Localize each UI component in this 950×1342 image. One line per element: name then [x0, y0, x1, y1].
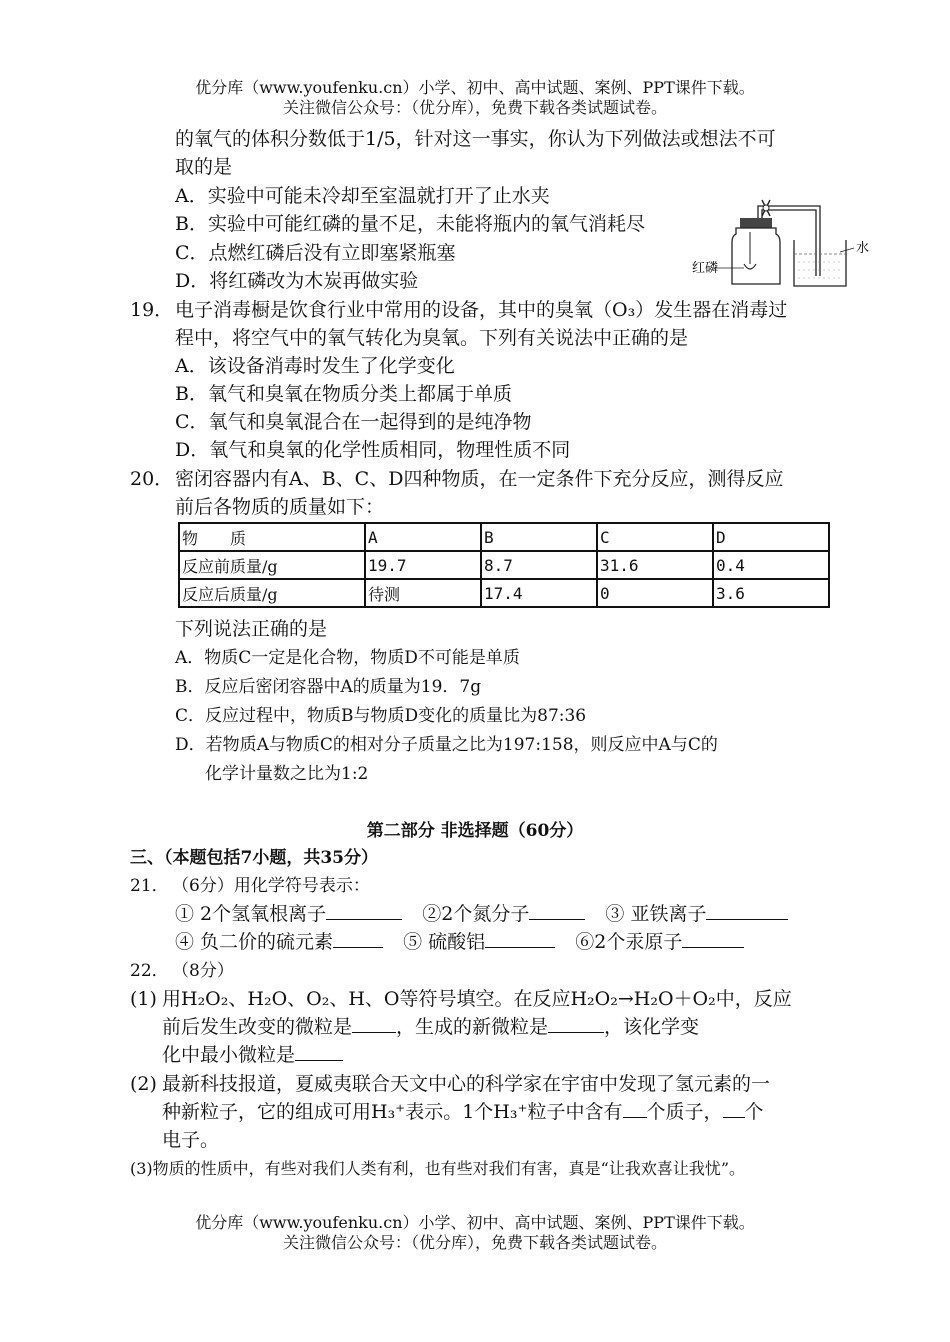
q19-option-b: B．氧气和臭氧在物质分类上都属于单质 [175, 383, 512, 405]
table-cell: 0 [597, 579, 713, 607]
table-row [179, 551, 829, 579]
header-line-1: 优分库（www.youfenku.cn）小学、初中、高中试题、案例、PPT课件下载。 [195, 78, 755, 97]
q22-part1-line-3 [162, 1042, 343, 1068]
answer-blank[interactable] [723, 1099, 745, 1118]
answer-blank[interactable] [529, 901, 585, 920]
answer-blank[interactable] [326, 901, 402, 920]
q22-part1-text-b: ，生成的新微粒是 [396, 1016, 549, 1038]
q19-stem-line-2: 程中，将空气中的氧气转化为臭氧。下列有关说法中正确的是 [175, 327, 689, 349]
q22-part2-text-c: 个 [744, 1101, 764, 1123]
q22-part1-text-d: 化中最小微粒是 [162, 1044, 296, 1066]
table-cell: 反应后质量/g [179, 579, 365, 607]
q22-part2-text-a: 种新粒子，它的组成可用H₃⁺表示。1个H₃⁺粒子中含有 [162, 1101, 623, 1123]
q20-option-d-line-1: D．若物质A与物质C的相对分子质量之比为197:158，则反应中A与C的 [175, 735, 718, 755]
q20-number: 20． [130, 468, 174, 490]
clamp-screw [763, 205, 769, 211]
q18-option-d: D．将红磷改为木炭再做实验 [175, 270, 419, 292]
q20-option-b: B．反应后密闭容器中A的质量为19．7g [175, 677, 482, 697]
table-cell: 反应前质量/g [179, 551, 365, 579]
q22-part2-text-b: 个质子， [646, 1101, 723, 1123]
table-row [179, 579, 829, 607]
q19-number: 19． [130, 299, 174, 321]
q18-stem-line-1: 的氧气的体积分数低于1/5，针对这一事实，你认为下列做法或想法不可 [175, 128, 776, 150]
answer-blank[interactable] [295, 1042, 343, 1061]
q22-part2-label: (2) [130, 1073, 157, 1095]
q18-option-a: A．实验中可能未冷却至室温就打开了止水夹 [175, 185, 550, 207]
table-cell: A [365, 523, 481, 551]
answer-blank[interactable] [623, 1099, 647, 1118]
q22-part1-label: (1) [130, 988, 157, 1010]
q18-option-c: C．点燃红磷后没有立即塞紧瓶塞 [175, 242, 456, 264]
table-cell: 31.6 [597, 551, 713, 579]
section-heading: 三、（本题包括7小题，共35分） [130, 848, 378, 868]
table-cell: D [713, 523, 829, 551]
q19-stem-line-1: 电子消毒橱是饮食行业中常用的设备，其中的臭氧（O₃）发生器在消毒过 [175, 299, 788, 321]
q22-part1-text-a: 前后发生改变的微粒是 [162, 1016, 353, 1038]
q20-stem-line-1: 密闭容器内有A、B、C、D四种物质，在一定条件下充分反应，测得反应 [175, 468, 784, 490]
table-cell: 8.7 [481, 551, 597, 579]
q19-option-a: A．该设备消毒时发生了化学变化 [175, 355, 455, 377]
q22-number: 22． [130, 961, 169, 981]
table-cell: 待测 [365, 579, 481, 607]
table-header-row [179, 523, 829, 551]
footer-line-2: 关注微信公众号：（优分库），免费下载各类试题试卷。 [282, 1233, 667, 1252]
q21-row-2 [175, 929, 744, 955]
answer-blank[interactable] [333, 929, 383, 948]
q20-prompt: 下列说法正确的是 [175, 618, 328, 640]
bottle-stopper [740, 218, 772, 228]
q18-stem-line-2: 取的是 [175, 156, 233, 178]
answer-blank[interactable] [548, 1014, 604, 1033]
q21-number: 21． [130, 876, 169, 896]
connecting-tube [758, 206, 820, 276]
q20-option-c: C．反应过程中，物质B与物质D变化的质量比为87:36 [175, 706, 587, 726]
q22-part3: (3)物质的性质中，有些对我们人类有利，也有些对我们有害，真是“让我欢喜让我忧”。 [130, 1159, 746, 1178]
q22-part2-line-1: 最新科技报道，夏威夷联合天文中心的科学家在宇宙中发现了氢元素的一 [162, 1073, 771, 1095]
answer-blank[interactable] [706, 901, 788, 920]
phosphorus-apparatus-figure [690, 192, 880, 292]
q21-item-6: ⑥2个汞原子 [575, 931, 683, 953]
answer-blank[interactable] [485, 929, 555, 948]
table-cell: 19.7 [365, 551, 481, 579]
table-cell: 17.4 [481, 579, 597, 607]
footer-line-1: 优分库（www.youfenku.cn）小学、初中、高中试题、案例、PPT课件下载。 [195, 1213, 755, 1232]
q21-stem: （6分）用化学符号表示： [172, 876, 370, 896]
q21-item-4: ④ 负二价的硫元素 [175, 931, 334, 953]
q21-item-5: ⑤ 硫酸铝 [403, 931, 486, 953]
table-cell: 物 质 [179, 523, 365, 551]
q20-option-d-line-2: 化学计量数之比为1:2 [205, 764, 369, 784]
q20-option-a: A．物质C一定是化合物，物质D不可能是单质 [175, 648, 520, 668]
part2-title: 第二部分 非选择题（60分） [366, 821, 584, 841]
table-cell: C [597, 523, 713, 551]
q21-item-3: ③ 亚铁离子 [605, 903, 707, 925]
mass-table [178, 522, 830, 608]
q21-item-1: ① 2个氢氧根离子 [175, 903, 327, 925]
label-water: 水 [856, 241, 870, 256]
bottle-outline [732, 228, 780, 284]
answer-blank[interactable] [352, 1014, 396, 1033]
q22-part2-line-3: 电子。 [162, 1129, 220, 1151]
q19-option-d: D．氧气和臭氧的化学性质相同，物理性质不同 [175, 439, 571, 461]
q21-row-1 [175, 901, 788, 927]
header-line-2: 关注微信公众号：（优分库），免费下载各类试题试卷。 [282, 98, 667, 117]
table-cell: 0.4 [713, 551, 829, 579]
q22-part1-line-2 [162, 1014, 699, 1040]
q22-score: （8分） [172, 961, 234, 981]
q18-option-b: B．实验中可能红磷的量不足，未能将瓶内的氧气消耗尽 [175, 213, 645, 235]
table-cell: B [481, 523, 597, 551]
q22-part2-line-2 [162, 1099, 764, 1125]
q19-option-c: C．氧气和臭氧混合在一起得到的是纯净物 [175, 411, 532, 433]
q22-part1-text-c: ，该化学变 [604, 1016, 700, 1038]
table-cell: 3.6 [713, 579, 829, 607]
q22-part1-line-1: 用H₂O₂、H₂O、O₂、H、O等符号填空。在反应H₂O₂→H₂O＋O₂中，反应 [162, 988, 792, 1010]
q21-item-2: ②2个氮分子 [422, 903, 530, 925]
q20-stem-line-2: 前后各物质的质量如下： [175, 496, 385, 518]
answer-blank[interactable] [682, 929, 744, 948]
label-pointer-water [840, 248, 854, 252]
label-phosphorus: 红磷 [692, 261, 719, 276]
ignition-spoon-cup [744, 264, 756, 269]
